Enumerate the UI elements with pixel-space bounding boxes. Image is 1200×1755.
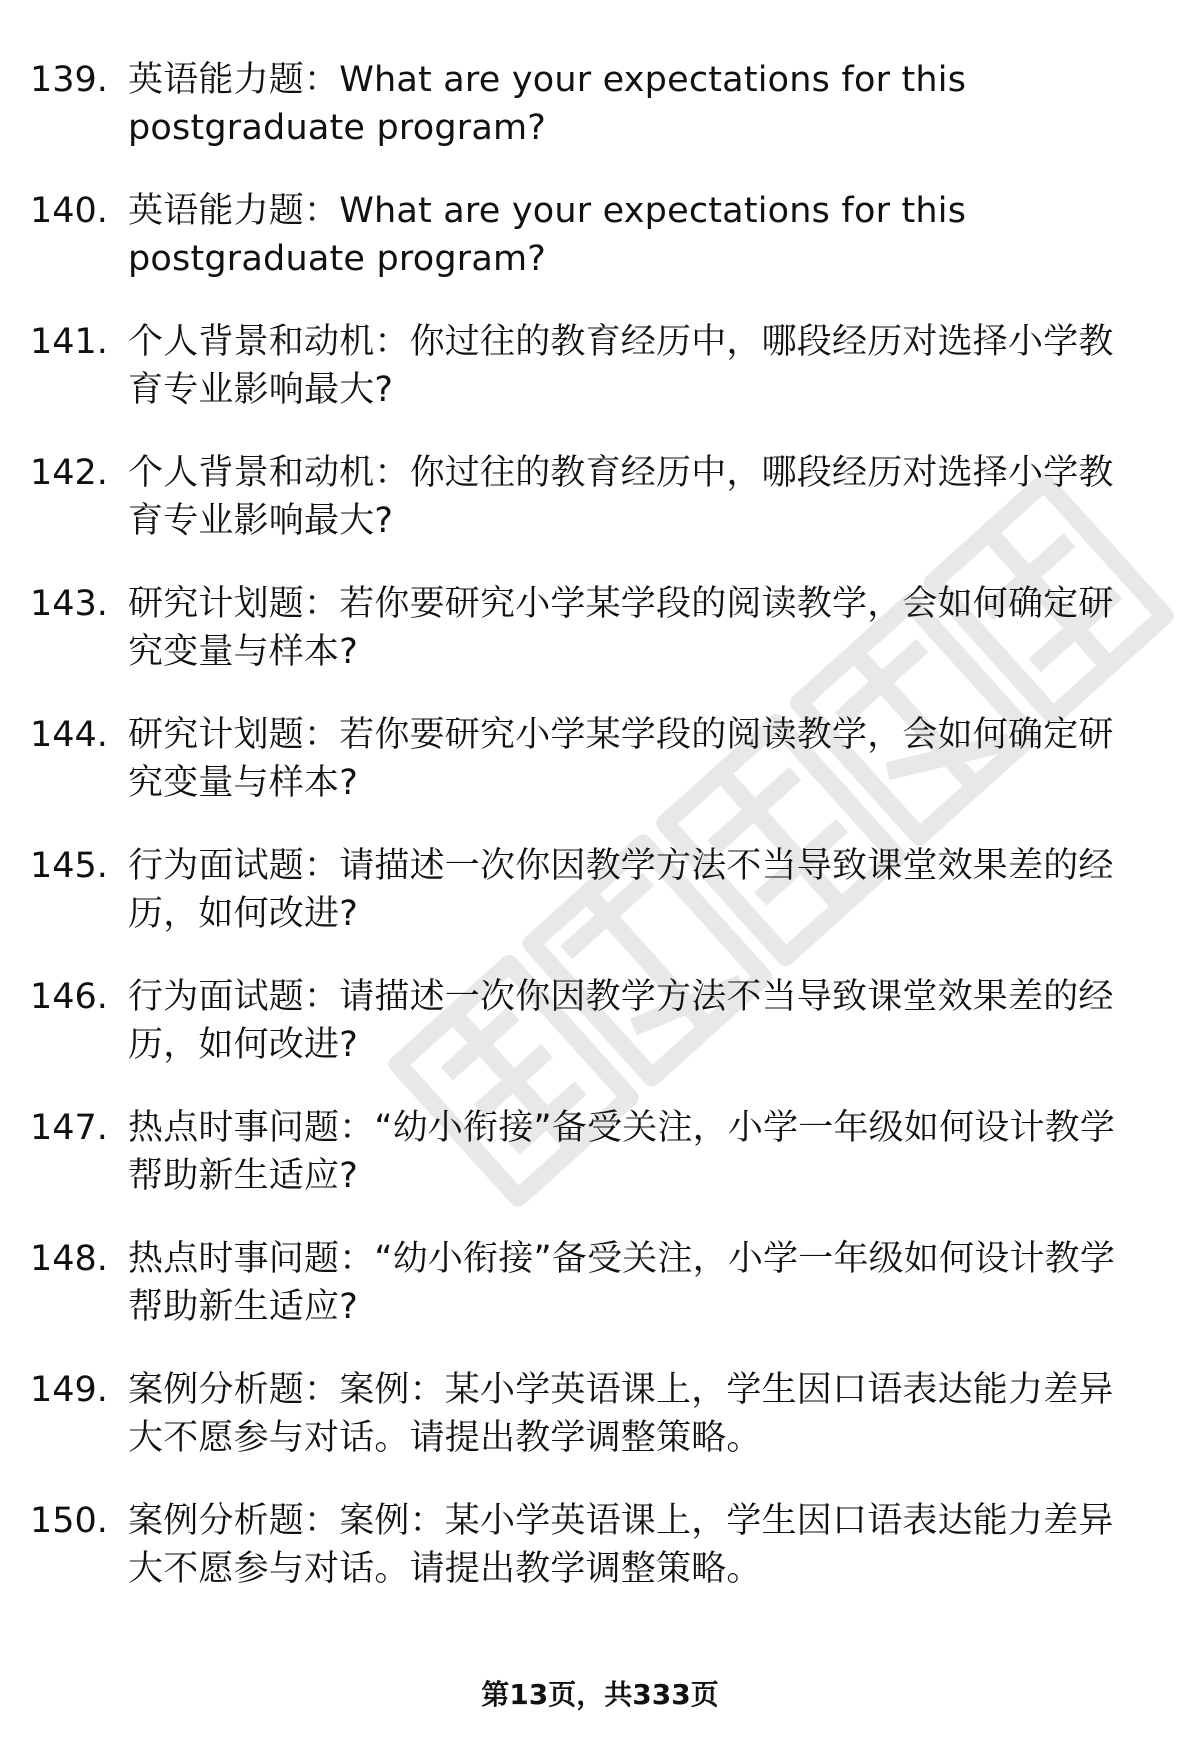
question-number: 145. [30,846,108,886]
question-text: 研究计划题：若你要研究小学某学段的阅读教学，会如何确定研究变量与样本? [128,584,1114,672]
question-item [0,449,1200,580]
question-number: 139. [30,60,108,100]
question-number: 140. [30,191,108,231]
question-number: 143. [30,584,108,624]
question-item [0,318,1200,449]
question-item [0,580,1200,711]
question-number: 142. [30,453,108,493]
question-number: 150. [30,1501,108,1541]
question-text: 热点时事问题：“幼小衔接”备受关注，小学一年级如何设计教学帮助新生适应? [128,1108,1116,1196]
question-text: 个人背景和动机：你过往的教育经历中，哪段经历对选择小学教育专业影响最大? [128,322,1114,410]
question-number: 141. [30,322,108,362]
question-item [0,1497,1200,1628]
question-text: 热点时事问题：“幼小衔接”备受关注，小学一年级如何设计教学帮助新生适应? [128,1239,1116,1327]
question-number: 147. [30,1108,108,1148]
question-item [0,187,1200,318]
question-number: 149. [30,1370,108,1410]
question-text: 个人背景和动机：你过往的教育经历中，哪段经历对选择小学教育专业影响最大? [128,453,1114,541]
question-item [0,842,1200,973]
question-number: 148. [30,1239,108,1279]
question-item [0,1104,1200,1235]
question-number: 146. [30,977,108,1017]
question-text: 案例分析题：案例：某小学英语课上，学生因口语表达能力差异大不愿参与对话。请提出教学调整策略。 [128,1501,1114,1589]
question-text: 研究计划题：若你要研究小学某学段的阅读教学，会如何确定研究变量与样本? [128,715,1114,803]
question-text: 行为面试题：请描述一次你因教学方法不当导致课堂效果差的经历，如何改进? [128,977,1114,1065]
question-item [0,56,1200,187]
question-item [0,973,1200,1104]
question-text: 英语能力题：What are your expectations for this postgraduate program? [128,60,967,148]
question-item [0,1235,1200,1366]
question-text: 行为面试题：请描述一次你因教学方法不当导致课堂效果差的经历，如何改进? [128,846,1114,934]
question-item [0,1366,1200,1497]
page-number: 第13页，共333页 [481,1678,719,1711]
question-list [0,56,1200,1628]
question-number: 144. [30,715,108,755]
question-text: 案例分析题：案例：某小学英语课上，学生因口语表达能力差异大不愿参与对话。请提出教学调整策略。 [128,1370,1114,1458]
question-text: 英语能力题：What are your expectations for this postgraduate program? [128,191,967,279]
question-item [0,711,1200,842]
